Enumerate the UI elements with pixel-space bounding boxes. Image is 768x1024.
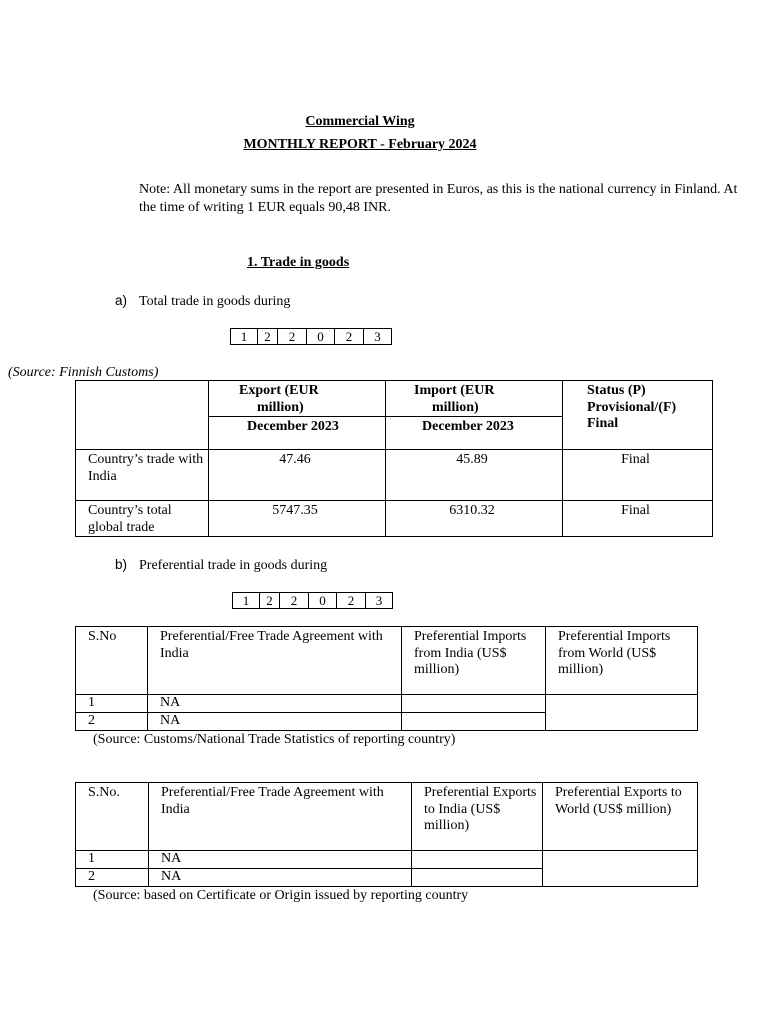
- table-row: [76, 501, 713, 537]
- empty-cell: [402, 713, 546, 731]
- currency-note: Note: All monetary sums in the report are presented in Euros, as this is the national currency in Finland. At the time of writing 1 EUR equals 90,48 INR.: [139, 182, 738, 215]
- digit-box: 3: [364, 329, 392, 345]
- sno-cell: 1: [76, 851, 149, 869]
- digit-box: 0: [307, 329, 335, 345]
- section-heading: 1. Trade in goods: [247, 255, 350, 270]
- agreement-cell: NA: [148, 695, 402, 713]
- digit-box: 0: [309, 593, 337, 609]
- subsection-a-text: Total trade in goods during: [139, 294, 291, 309]
- import-value: 45.89: [386, 450, 563, 501]
- subsection-b: [115, 557, 327, 574]
- status-value: Final: [563, 501, 713, 537]
- digit-box: 3: [366, 593, 393, 609]
- import-value: 6310.32: [386, 501, 563, 537]
- empty-cell: [412, 851, 543, 869]
- table-row: [76, 695, 698, 713]
- digit-box: 1: [233, 593, 260, 609]
- imports-from-world-header: Preferential Imports from World (US$ million): [546, 627, 698, 695]
- import-header-l2: million): [432, 399, 479, 415]
- trade-table-corner: [76, 381, 209, 450]
- export-period: December 2023: [209, 417, 386, 450]
- empty-cell: [412, 869, 543, 887]
- sno-header: S.No.: [76, 783, 149, 851]
- digit-box: 2: [335, 329, 364, 345]
- row-label: Country’s total global trade: [76, 501, 209, 537]
- report-title: Commercial Wing: [305, 114, 415, 129]
- preferential-imports-table: [75, 626, 698, 731]
- exports-to-world-header: Preferential Exports to World (US$ million): [543, 783, 698, 851]
- status-header: [563, 381, 713, 450]
- status-header-l2: Provisional/(F): [587, 399, 677, 415]
- report-subtitle: MONTHLY REPORT - February 2024: [243, 137, 477, 152]
- row-label: Country’s trade with India: [76, 450, 209, 501]
- digit-box: 1: [231, 329, 258, 345]
- imports-from-india-header: Preferential Imports from India (US$ million): [402, 627, 546, 695]
- digit-box: 2: [260, 593, 280, 609]
- agreement-cell: NA: [149, 869, 412, 887]
- empty-cell: [402, 695, 546, 713]
- import-header-l1: Import (EUR: [414, 383, 495, 398]
- sno-cell: 2: [76, 713, 148, 731]
- table-row: [76, 851, 698, 869]
- digit-box: 2: [280, 593, 309, 609]
- trade-table: [75, 380, 713, 537]
- sno-cell: 2: [76, 869, 149, 887]
- subsection-b-text: Preferential trade in goods during: [139, 558, 328, 573]
- empty-cell: [543, 851, 698, 887]
- source-finnish-customs: (Source: Finnish Customs): [8, 365, 159, 380]
- agreement-header: Preferential/Free Trade Agreement with India: [149, 783, 412, 851]
- export-value: 47.46: [209, 450, 386, 501]
- subsection-a: [115, 293, 290, 310]
- import-header: [386, 381, 563, 417]
- export-header-l1: Export (EUR: [239, 383, 319, 398]
- agreement-cell: NA: [148, 713, 402, 731]
- export-header-l2: million): [257, 399, 304, 415]
- exports-to-india-header: Preferential Exports to India (US$ million): [412, 783, 543, 851]
- status-value: Final: [563, 450, 713, 501]
- digit-box: 2: [278, 329, 307, 345]
- period-digit-boxes-b: [232, 592, 393, 609]
- period-digit-boxes-a: [230, 328, 392, 345]
- agreement-cell: NA: [149, 851, 412, 869]
- preferential-exports-table: [75, 782, 698, 887]
- sno-cell: 1: [76, 695, 148, 713]
- digit-box: 2: [337, 593, 366, 609]
- source-certificate-of-origin: (Source: based on Certificate or Origin issued by reporting country: [93, 888, 469, 903]
- export-value: 5747.35: [209, 501, 386, 537]
- export-header: [209, 381, 386, 417]
- status-header-l1: Status (P): [587, 383, 646, 398]
- subsection-b-label: b): [115, 557, 128, 572]
- status-header-l3: Final: [587, 416, 619, 431]
- subsection-a-label: a): [115, 293, 128, 308]
- sno-header: S.No: [76, 627, 148, 695]
- table-row: [76, 450, 713, 501]
- digit-box: 2: [258, 329, 278, 345]
- source-customs-statistics: (Source: Customs/National Trade Statistics of reporting country): [93, 732, 456, 747]
- agreement-header: Preferential/Free Trade Agreement with India: [148, 627, 402, 695]
- empty-cell: [546, 695, 698, 731]
- import-period: December 2023: [386, 417, 563, 450]
